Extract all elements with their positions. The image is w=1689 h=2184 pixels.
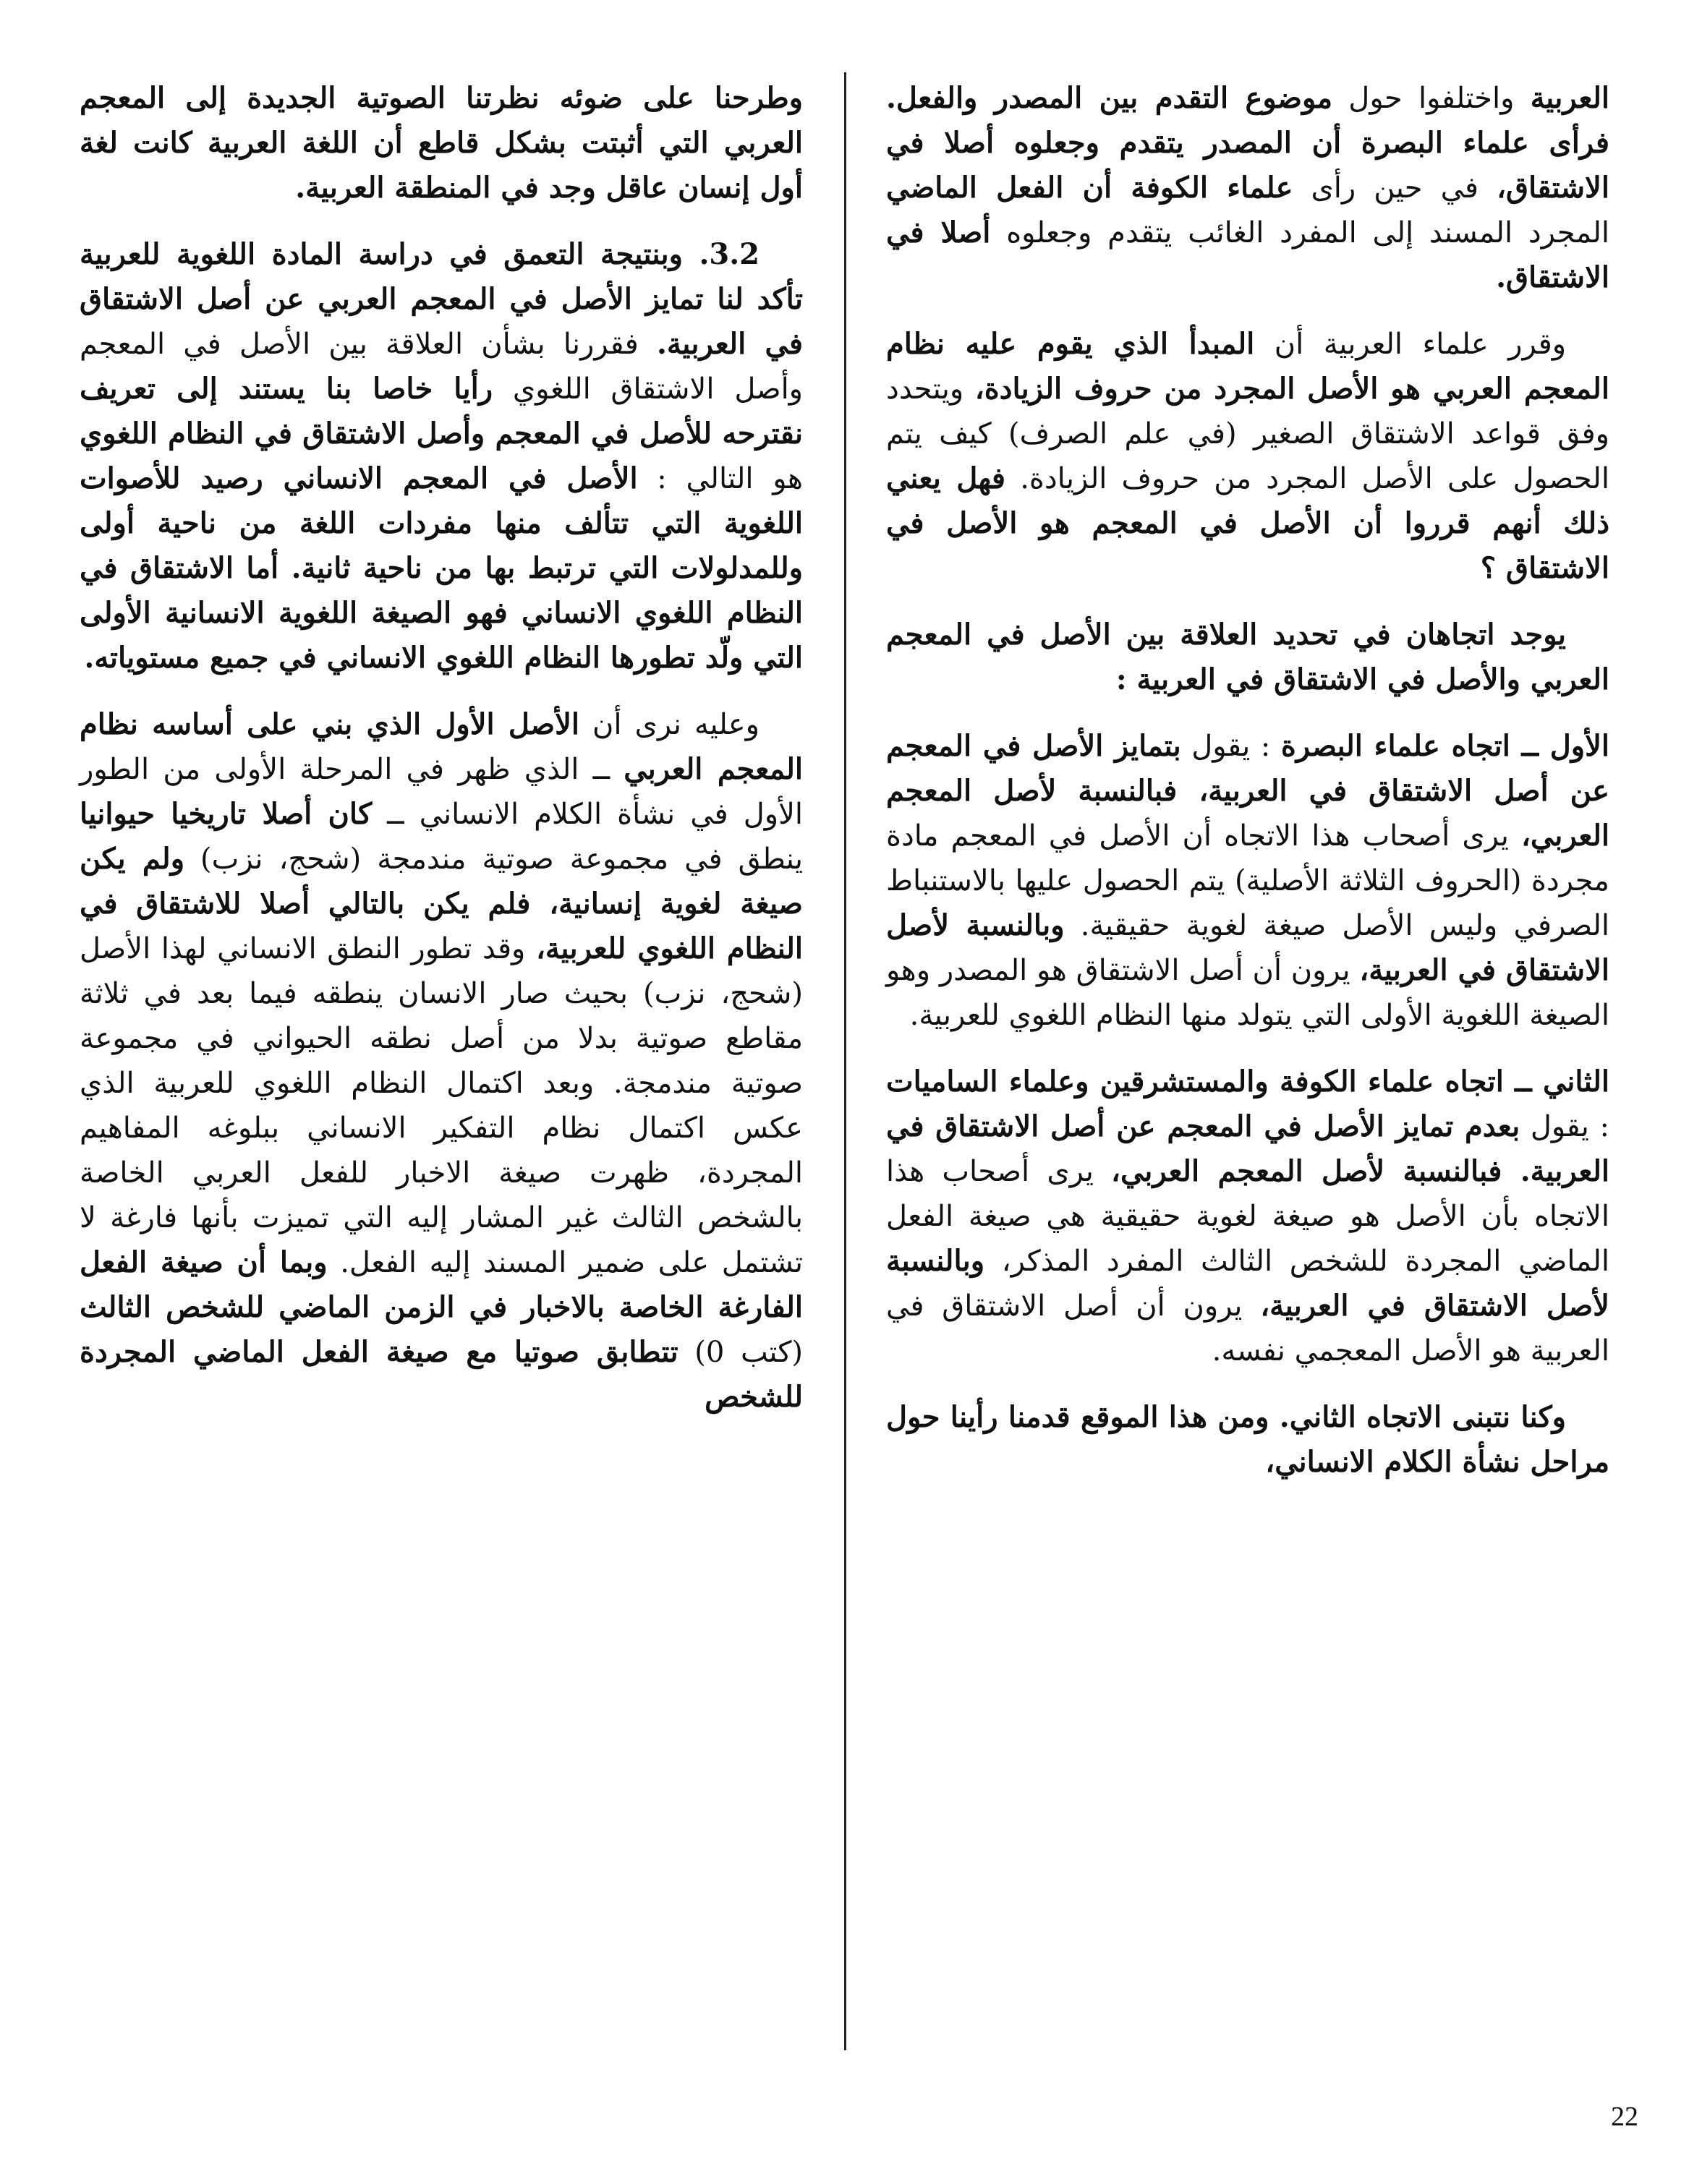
bold-text-segment: 3.2. وبنتيجة التعمق في دراسة المادة اللغوية للعربية تأكد لنا تمايز الأصل في المعجم العربي عن أصل الاشتقاق في العربية. xyxy=(80,237,804,361)
text-segment: هو التالي : xyxy=(637,462,804,495)
paragraph xyxy=(886,724,1609,1038)
bold-text-segment: وبالنسبة لأصل الاشتقاق في العربية، xyxy=(886,908,1609,987)
bold-text-segment: يوجد اتجاهان في تحديد العلاقة بين الأصل في المعجم العربي والأصل في الاشتقاق في العربية : xyxy=(886,618,1609,696)
bold-text-segment: بعدم تمايز الأصل في المعجم عن أصل الاشتقاق في العربية. فبالنسبة لأصل المعجم العربي، xyxy=(886,1109,1609,1188)
text-segment: يرون أن أصل الاشتقاق في العربية هو الأصل المعجمي نفسه. xyxy=(886,1289,1609,1368)
text-segment: يرى أصحاب هذا الاتجاه بأن الأصل هو صيغة لغوية حقيقية هي صيغة الفعل الماضي المجردة للشخص الثالث المفرد المذكر، xyxy=(886,1155,1609,1278)
text-segment: : يقول xyxy=(1520,1110,1609,1143)
bold-text-segment: وطرحنا على ضوئه نظرتنا الصوتية الجديدة إلى المعجم العربي التي أثبتت بشكل قاطع أن اللغة العربية كانت لغة أول إنسان عاقل وجد في المنطقة العربية. xyxy=(80,81,803,205)
bold-text-segment: ولم يكن صيغة لغوية إنسانية، فلم يكن بالتالي أصلا للاشتقاق في النظام اللغوي للعربية، xyxy=(80,842,804,965)
bold-text-segment: المبدأ الذي يقوم عليه نظام المعجم العربي هو الأصل المجرد من حروف الزيادة، xyxy=(886,327,1609,406)
bold-text-segment: أصلا في الاشتقاق. xyxy=(886,216,1609,294)
bold-text-segment: الأول ــ اتجاه علماء البصرة xyxy=(1280,729,1609,763)
paragraph xyxy=(80,702,803,1420)
paragraph xyxy=(886,613,1609,702)
bold-text-segment: العربية xyxy=(1530,81,1609,115)
bold-text-segment: وكنا نتبنى الاتجاه الثاني. ومن هذا الموقع قدمنا رأينا حول مراحل نشأة الكلام الانساني، xyxy=(886,1400,1609,1479)
paragraph xyxy=(886,1395,1609,1485)
left-column xyxy=(80,76,803,1441)
page-number: 22 xyxy=(1611,2102,1638,2132)
paragraph xyxy=(80,76,803,210)
text-segment: : يقول xyxy=(1180,730,1281,763)
bold-text-segment: الأصل الأول الذي بني على أساسه نظام المعجم العربي xyxy=(80,707,804,786)
bold-text-segment: تتطابق صوتيا مع صيغة الفعل الماضي المجردة للشخص xyxy=(80,1335,803,1414)
text-segment: المجرد المسند إلى المفرد الغائب يتقدم وجعلوه xyxy=(990,216,1609,249)
paragraph xyxy=(80,232,803,681)
bold-text-segment: موضوع التقدم بين المصدر والفعل. فرأى علماء البصرة أن المصدر يتقدم وجعلوه أصلا في الاشتقاق، xyxy=(886,81,1609,205)
text-segment: وقرر علماء العربية أن xyxy=(1254,328,1567,361)
text-segment: في حين رأى xyxy=(1293,171,1497,205)
text-segment: وقد تطور النطق الانساني لهذا الأصل (شحج، نزب) بحيث صار الانسان ينطقه فيما بعد في ثلاثة مقاطع صوتية بدلا من أصل نطقه الحيواني في مجموعة صوتية مندمجة. وبعد اكتمال النظام اللغوي للعربية الذي عكس اكتمال نظام التفكير الانساني ببلوغه المفاهيم المجردة، ظهرت صيغة الاخبار للفعل العربي الخاصة بالشخص الثالث غير المشار إليه التي تميزت بأنها فارغة لا تشتمل على ضمير المسند إليه الفعل. xyxy=(80,932,804,1279)
bold-text-segment: الثاني ــ اتجاه علماء الكوفة والمستشرقين وعلماء الساميات xyxy=(886,1065,1609,1099)
text-segment: فقررنا بشأن العلاقة بين الأصل في المعجم وأصل الاشتقاق اللغوي xyxy=(80,328,803,406)
paragraph xyxy=(886,1059,1609,1373)
paragraph xyxy=(886,322,1609,591)
bold-text-segment: وبما أن صيغة الفعل الفارغة الخاصة بالاخبار في الزمن الماضي للشخص الثالث xyxy=(80,1245,803,1324)
bold-text-segment: بتمايز الأصل في المعجم عن أصل الاشتقاق في العربية، فبالنسبة لأصل المعجم العربي، xyxy=(886,729,1609,853)
text-segment: (كتب 0) xyxy=(678,1336,804,1369)
text-segment: يرون أن أصل الاشتقاق هو المصدر وهو الصيغة اللغوية الأولى التي يتولد منها النظام اللغوي للعربية. xyxy=(886,954,1609,1032)
right-column xyxy=(886,76,1609,1506)
text-segment: ويتحدد وفق قواعد الاشتقاق الصغير (في علم الصرف) كيف يتم الحصول على الأصل المجرد من حروف الزيادة. xyxy=(886,372,1609,495)
bold-text-segment: كان أصلا تاريخيا حيوانيا xyxy=(80,797,373,831)
bold-text-segment: فهل يعني ذلك أنهم قرروا أن الأصل في المعجم هو الأصل في الاشتقاق ؟ xyxy=(886,461,1610,585)
bold-text-segment: وبالنسبة لأصل الاشتقاق في العربية، xyxy=(886,1244,1609,1323)
text-segment: يرى أصحاب هذا الاتجاه أن الأصل في المعجم مادة مجردة (الحروف الثلاثة الأصلية) يتم الحصول عليها بالاستنباط الصرفي وليس الأصل صيغة لغوية حقيقية. xyxy=(886,819,1610,942)
bold-text-segment: علماء الكوفة أن الفعل الماضي xyxy=(886,171,1293,205)
bold-text-segment: الأصل في المعجم الانساني رصيد للأصوات اللغوية التي تتألف منها مفردات اللغة من ناحية أولى وللمدلولات التي ترتبط بها من ناحية ثانية. أما الاشتقاق في النظام اللغوي الانساني فهو الصيغة اللغوية الانسانية الأولى التي ولّد تطورها النظام اللغوي الانساني في جميع مستوياته. xyxy=(80,461,803,675)
text-segment: ــ الذي ظهر في المرحلة الأولى من الطور الأول في نشأة الكلام الانساني ــ xyxy=(80,753,803,831)
paragraph xyxy=(886,76,1609,300)
text-segment: واختلفوا حول xyxy=(1332,82,1531,115)
column-divider xyxy=(844,72,846,2050)
text-segment: وعليه نرى أن xyxy=(579,708,760,741)
text-segment: ينطق في مجموعة صوتية مندمجة (شحج، نزب) xyxy=(184,843,803,876)
bold-text-segment: رأيا خاصا بنا يستند إلى تعريف نقترحه للأصل في المعجم وأصل الاشتقاق في النظام اللغوي xyxy=(80,372,803,451)
